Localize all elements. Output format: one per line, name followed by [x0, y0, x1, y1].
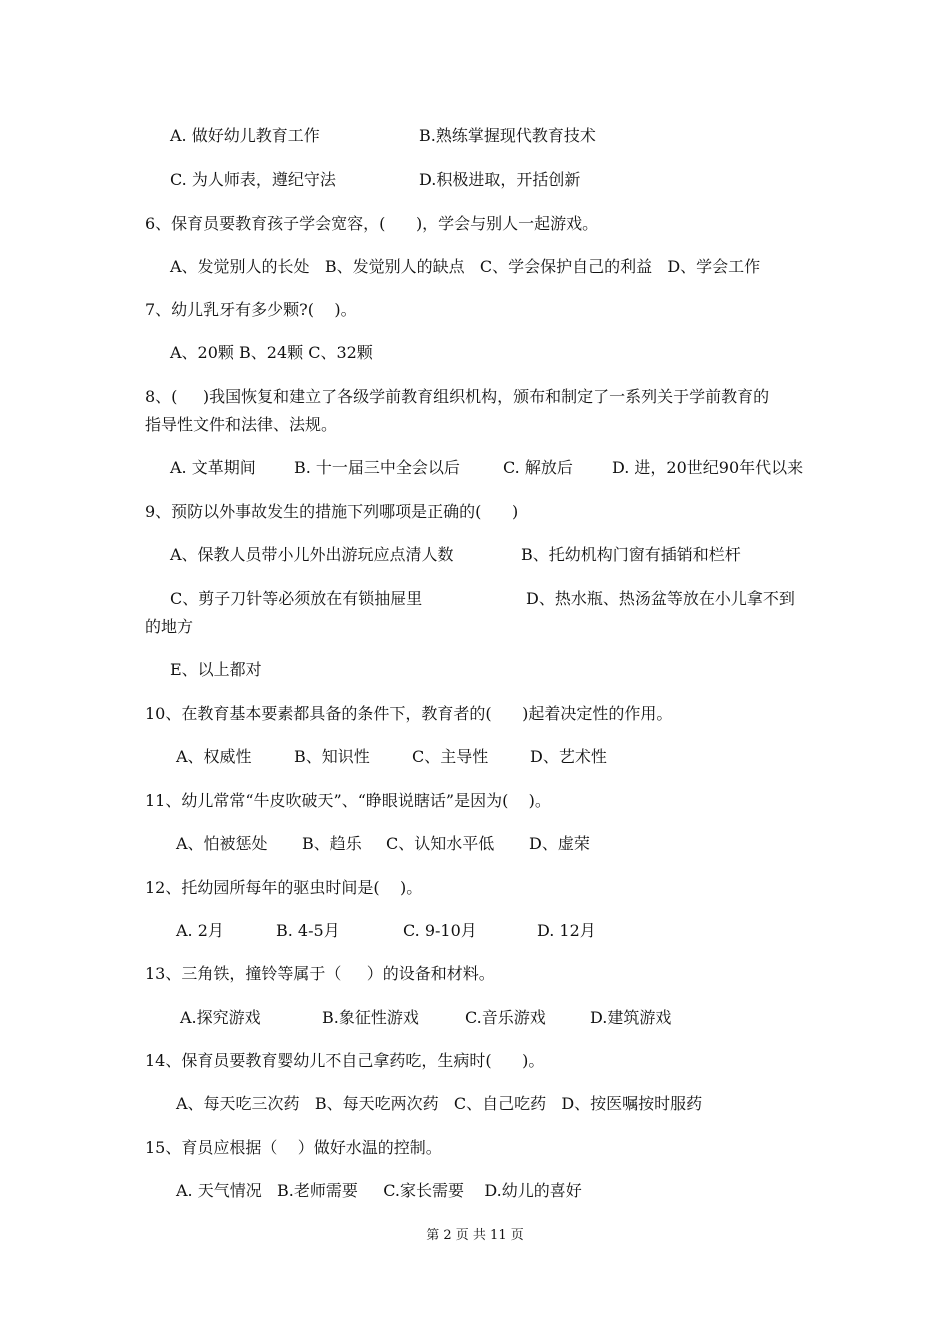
q13-option-b: B.象征性游戏 [322, 1008, 419, 1027]
question-14: 14、保育员要教育婴幼儿不自己拿药吃，生病时( )。 [145, 1051, 545, 1070]
q13-option-a: A.探究游戏 [180, 1008, 261, 1027]
question-15: 15、育员应根据（ ）做好水温的控制。 [145, 1138, 442, 1157]
q8-option-a: A. 文革期间 [170, 458, 256, 477]
q10-option-d: D、艺术性 [530, 747, 607, 766]
question-8: 8、( )我国恢复和建立了各级学前教育组织机构，颁布和制定了一系列关于学前教育的 [145, 387, 770, 406]
q10-option-c: C、主导性 [412, 747, 489, 766]
q8-option-c: C. 解放后 [503, 458, 573, 477]
q11-option-a: A、怕被惩处 [176, 834, 268, 853]
q12-option-d: D. 12月 [537, 921, 596, 940]
q10-option-b: B、知识性 [294, 747, 370, 766]
q8-option-d: D. 进，20世纪90年代以来 [612, 458, 804, 477]
q6-options: A、发觉别人的长处 B、发觉别人的缺点 C、学会保护自己的利益 D、学会工作 [170, 257, 761, 276]
question-8-cont: 指导性文件和法律、法规。 [145, 415, 338, 434]
q11-option-c: C、认知水平低 [386, 834, 495, 853]
q9-option-d-cont: 的地方 [145, 617, 194, 636]
question-7: 7、幼儿乳牙有多少颗?( )。 [145, 300, 357, 319]
q7-options: A、20颗 B、24颗 C、32颗 [170, 343, 373, 362]
q5-option-b: B.熟练掌握现代教育技术 [419, 126, 596, 145]
q9-option-e: E、以上都对 [170, 660, 262, 679]
q12-option-a: A. 2月 [176, 921, 224, 940]
q14-options: A、每天吃三次药 B、每天吃两次药 C、自己吃药 D、按医嘱按时服药 [176, 1094, 703, 1113]
question-6: 6、保育员要教育孩子学会宽容，( )，学会与别人一起游戏。 [145, 214, 599, 233]
question-11: 11、幼儿常常“牛皮吹破天”、“睁眼说瞎话”是因为( )。 [145, 791, 551, 810]
q9-option-d: D、热水瓶、热汤盆等放在小儿拿不到 [526, 589, 795, 608]
q13-option-d: D.建筑游戏 [590, 1008, 672, 1027]
q11-option-b: B、趋乐 [302, 834, 362, 853]
q9-option-b: B、托幼机构门窗有插销和栏杆 [521, 545, 741, 564]
q5-option-a: A. 做好幼儿教育工作 [170, 126, 320, 145]
q15-options: A. 天气情况 B.老师需要 C.家长需要 D.幼儿的喜好 [176, 1181, 582, 1200]
q9-option-a: A、保教人员带小儿外出游玩应点清人数 [170, 545, 454, 564]
q5-option-c: C. 为人师表，遵纪守法 [170, 170, 336, 189]
q8-option-b: B. 十一届三中全会以后 [294, 458, 460, 477]
q10-option-a: A、权威性 [176, 747, 252, 766]
q12-option-c: C. 9-10月 [403, 921, 477, 940]
question-10: 10、在教育基本要素都具备的条件下，教育者的( )起着决定性的作用。 [145, 704, 673, 723]
question-12: 12、托幼园所每年的驱虫时间是( )。 [145, 878, 423, 897]
q9-option-c: C、剪子刀针等必须放在有锁抽屉里 [170, 589, 423, 608]
q12-option-b: B. 4-5月 [276, 921, 340, 940]
q13-option-c: C.音乐游戏 [465, 1008, 546, 1027]
q11-option-d: D、虚荣 [529, 834, 590, 853]
question-13: 13、三角铁，撞铃等属于（ ）的设备和材料。 [145, 964, 495, 983]
question-9: 9、预防以外事故发生的措施下列哪项是正确的( ) [145, 502, 519, 521]
page-footer: 第 2 页 共 11 页 [426, 1228, 524, 1243]
q5-option-d: D.积极进取，开括创新 [419, 170, 581, 189]
